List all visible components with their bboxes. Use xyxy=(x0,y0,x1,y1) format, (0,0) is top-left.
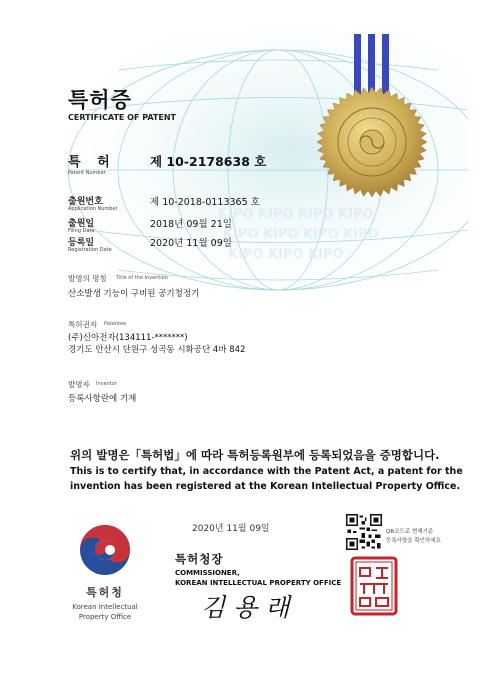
inventor-label: 발명자 xyxy=(68,380,90,389)
commissioner-title-en-line1: COMMISSIONER, xyxy=(175,569,240,577)
patentee-address: 경기도 안산시 단원구 성곡동 시화공단 4바 842 xyxy=(68,345,246,355)
certificate-title: 특허증 xyxy=(68,88,132,112)
gold-seal-icon xyxy=(316,86,428,198)
official-seal-stamp xyxy=(350,556,398,616)
application-number-value: 제 10-2018-0113365 호 xyxy=(150,197,260,208)
office-name-ko: 특허청 xyxy=(86,586,124,599)
certificate-subtitle: CERTIFICATE OF PATENT xyxy=(68,113,176,122)
registration-date-label: 등록일 xyxy=(68,238,95,248)
svg-text:KIPO KIPO KIPO KIPO: KIPO KIPO KIPO KIPO xyxy=(218,207,374,222)
certification-statement-en-line2: invention has been registered at the Korean Intellectual Property Office. xyxy=(70,481,461,492)
patentee-name: (주)신아전자(134111-*******) xyxy=(68,333,188,343)
filing-date-label: 출원일 xyxy=(68,219,95,229)
kipo-logo-icon xyxy=(78,523,132,577)
patentee-sublabel: Patentee xyxy=(104,321,127,327)
qr-code[interactable] xyxy=(346,514,382,550)
office-name-en-line2: Property Office xyxy=(78,613,132,621)
patentee-label: 특허권자 xyxy=(68,320,97,329)
commissioner-title-ko: 특허청장 xyxy=(175,552,224,566)
office-name-en-line1: Korean Intellectual xyxy=(72,603,138,611)
commissioner-signature: 김 용 래 xyxy=(201,593,290,622)
certification-statement-ko: 위의 발명은「특허법」에 따라 특허등록원부에 등록되었음을 증명합니다. xyxy=(70,448,440,462)
invention-title-sublabel: Title of the Invention xyxy=(116,275,168,281)
svg-text:KIPO KIPO KIPO: KIPO KIPO KIPO xyxy=(228,247,344,262)
patent-number-label: 특 허 xyxy=(68,155,116,170)
inventor-sublabel: Inventor xyxy=(96,381,117,387)
commissioner-title-en-line2: KOREAN INTELLECTUAL PROPERTY OFFICE xyxy=(175,579,342,587)
issue-date: 2020년 11월 09일 xyxy=(192,524,270,534)
qr-caption-line2: 등록사항을 확인하세요 xyxy=(386,538,441,544)
application-number-sublabel: Application Number xyxy=(68,206,118,212)
registration-date-sublabel: Registration Date xyxy=(68,247,112,253)
filing-date-value: 2018년 09월 21일 xyxy=(150,219,232,230)
certification-statement-en-line1: This is to certify that, in accordance with the Patent Act, a patent for the xyxy=(70,466,463,477)
invention-title-label: 발명의 명칭 xyxy=(68,274,107,283)
application-number-label: 출원번호 xyxy=(68,197,103,207)
svg-text:KIPO KIPO KIPO KIPO: KIPO KIPO KIPO KIPO xyxy=(223,227,379,242)
invention-title-value: 산소발생 기능이 구비된 공기청정기 xyxy=(68,289,200,299)
patent-number-value: 제 10-2178638 호 xyxy=(150,154,267,169)
filing-date-sublabel: Filing Date xyxy=(68,228,95,234)
registration-date-value: 2020년 11월 09일 xyxy=(150,238,232,249)
qr-caption-line1: QR코드로 현재기준 xyxy=(386,529,434,535)
inventor-value: 등록사항란에 기재 xyxy=(68,394,137,404)
patent-number-sublabel: Patent Number xyxy=(68,170,106,176)
